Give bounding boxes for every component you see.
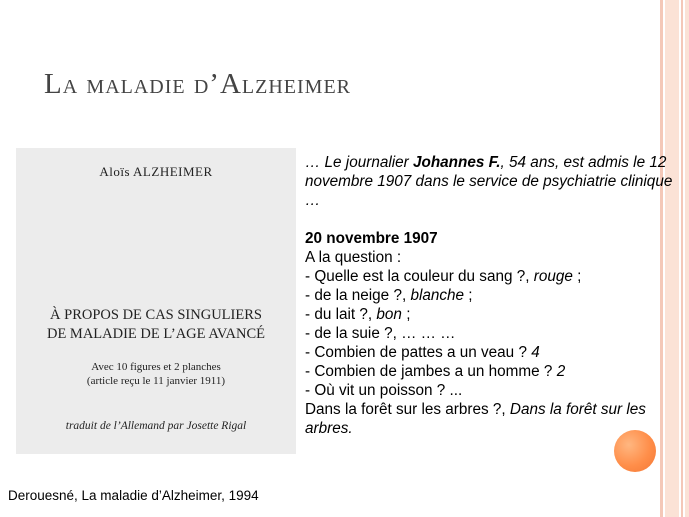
qa-answer: bon [376, 306, 402, 323]
book-title-line: À PROPOS DE CAS SINGULIERS [50, 307, 262, 323]
qa-answer: 2 [556, 363, 566, 380]
qa-question: - du lait ?, [305, 306, 377, 323]
final-answer: Dans la forêt sur les arbres. [305, 401, 646, 437]
qa-item [305, 286, 677, 305]
decorative-circle [614, 430, 656, 472]
qa-item [305, 343, 677, 362]
book-details-line: (article reçu le 11 janvier 1911) [86, 375, 226, 387]
decorative-rail [681, 0, 683, 517]
book-title [16, 306, 296, 344]
intro-paragraph [305, 153, 677, 210]
qa-tail: ; [401, 306, 411, 323]
qa-answer: 4 [531, 344, 540, 361]
qa-question: - de la suie ?, … … … [305, 325, 456, 342]
qa-item [305, 305, 677, 324]
qa-question: - Combien de pattes a un veau ? [305, 344, 532, 361]
qa-tail: ; [464, 287, 473, 304]
qa-tail: ; [572, 268, 582, 285]
qa-item [305, 324, 677, 343]
patient-name: Johannes F. [412, 154, 501, 171]
qa-question: - Où vit un poisson ? ... [305, 382, 463, 399]
qa-item [305, 362, 677, 381]
qa-answer: blanche [410, 287, 465, 304]
book-translator: traduit de l’Allemand par Josette Rigal [65, 420, 247, 432]
final-question: Dans la forêt sur les arbres ?, [305, 401, 510, 418]
question-intro: A la question : [305, 249, 402, 266]
intro-text: … Le journalier [305, 154, 413, 171]
qa-question: - Combien de jambes a un homme ? [305, 363, 557, 380]
qa-question: - Quelle est la couleur du sang ?, [305, 268, 534, 285]
book-author: Aloïs ALZHEIMER [99, 164, 213, 179]
body-text [305, 153, 677, 438]
decorative-rail [685, 0, 689, 517]
slide-title: La maladie d’Alzheimer [44, 68, 352, 100]
book-cover-image [16, 148, 296, 454]
qa-answer: rouge [533, 268, 573, 285]
qa-question: - de la neige ?, [305, 287, 411, 304]
source-caption: Derouesné, La maladie d’Alzheimer, 1994 [8, 488, 259, 503]
qa-item [305, 267, 677, 286]
book-details-line: Avec 10 figures et 2 planches [91, 361, 221, 373]
book-title-line: DE MALADIE DE L’AGE AVANCÉ [46, 326, 266, 342]
qa-list [305, 267, 677, 400]
book-details [16, 360, 296, 388]
intro-text: , 54 ans, est admis le 12 novembre 1907 dans le service de psychiatrie clinique … [305, 154, 673, 209]
final-line [305, 400, 677, 438]
date-heading: 20 novembre 1907 [305, 230, 438, 247]
qa-item [305, 381, 677, 400]
